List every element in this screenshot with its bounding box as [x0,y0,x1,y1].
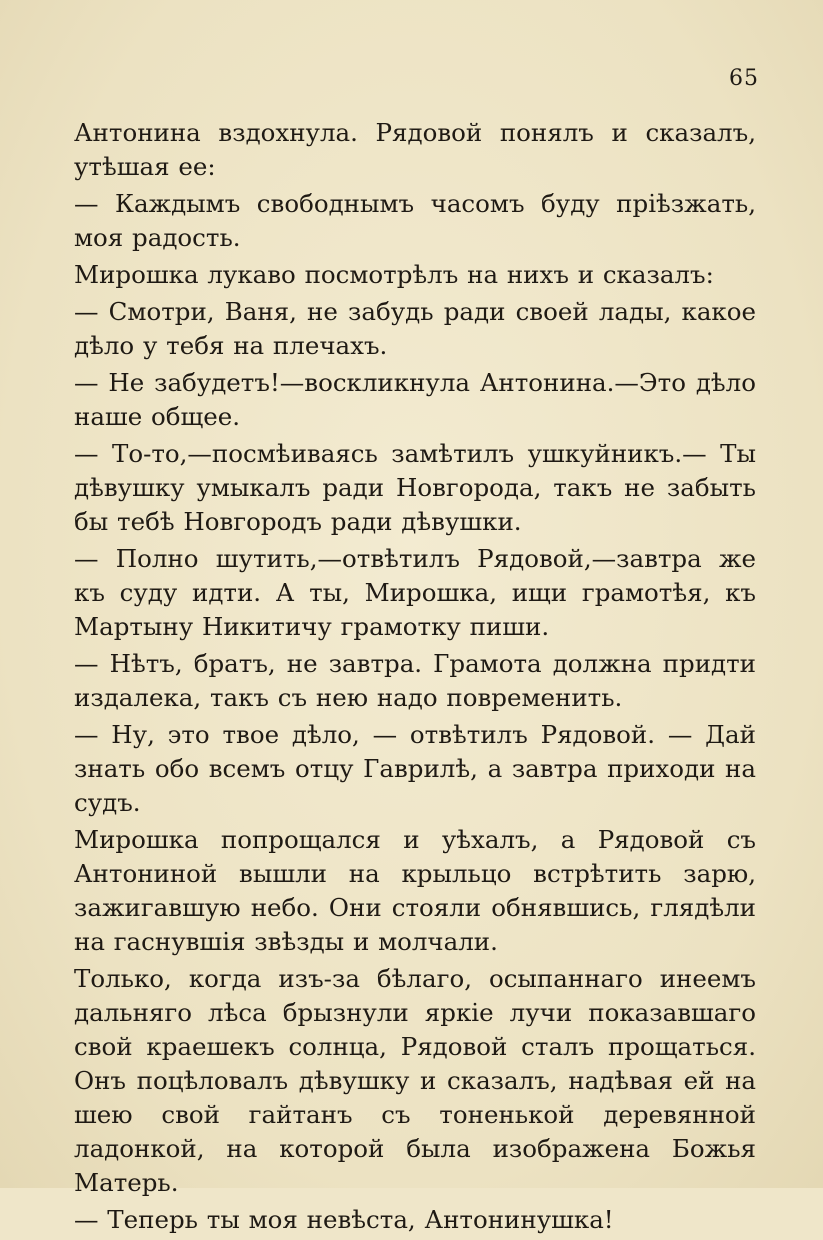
paragraph: Антонина вздохнула. Рядовой понялъ и сказалъ, утѣшая ее: [74,118,756,181]
paragraph: — То-то,—посмѣиваясь замѣтилъ ушкуйникъ.— Ты дѣвушку умыкалъ ради Новгорода, такъ не забыть бы тебѣ Новгородъ ради дѣвушки. [74,439,756,536]
paragraph: Мирошка лукаво посмотрѣлъ на нихъ и сказалъ: [74,260,714,289]
paragraph: — Нѣтъ, братъ, не завтра. Грамота должна придти издалека, такъ съ нею надо повременить. [74,649,756,712]
paragraph: — Полно шутить,—отвѣтилъ Рядовой,—завтра же къ суду идти. А ты, Мирошка, ищи грамотѣя, къ Мартыну Никитичу грамотку пиши. [74,544,756,641]
paragraph: Только, когда изъ-за бѣлаго, осыпаннаго инеемъ дальняго лѣса брызнули яркiе лучи показавшаго свой краешекъ солнца, Рядовой сталъ прощаться. Онъ поцѣловалъ дѣвушку и сказалъ, надѣвая ей на шею свой гайтанъ съ тоненькой деревянной ладонкой, на которой была изображена Божья Матерь. [74,964,756,1197]
text-body [74,116,756,1240]
paragraph: — Ну, это твое дѣло, — отвѣтилъ Рядовой. — Дай знать обо всемъ отцу Гаврилѣ, а завтра приходи на судъ. [74,720,756,817]
paragraph: — Не забудетъ!—воскликнула Антонина.—Это дѣло наше общее. [74,368,756,431]
paragraph: Мирошка попрощался и уѣхалъ, а Рядовой съ Антониной вышли на крыльцо встрѣтить зарю, зажигавшую небо. Они стояли обнявшись, глядѣли на гаснувшiя звѣзды и молчали. [74,825,756,956]
paragraph: — Каждымъ свободнымъ часомъ буду прiѣзжать, моя радость. [74,189,756,252]
paragraph: — Теперь ты моя невѣста, Антонинушка! [74,1205,614,1234]
page-number: 65 [729,66,759,91]
paragraph: — Смотри, Ваня, не забудь ради своей лады, какое дѣло у тебя на плечахъ. [74,297,756,360]
